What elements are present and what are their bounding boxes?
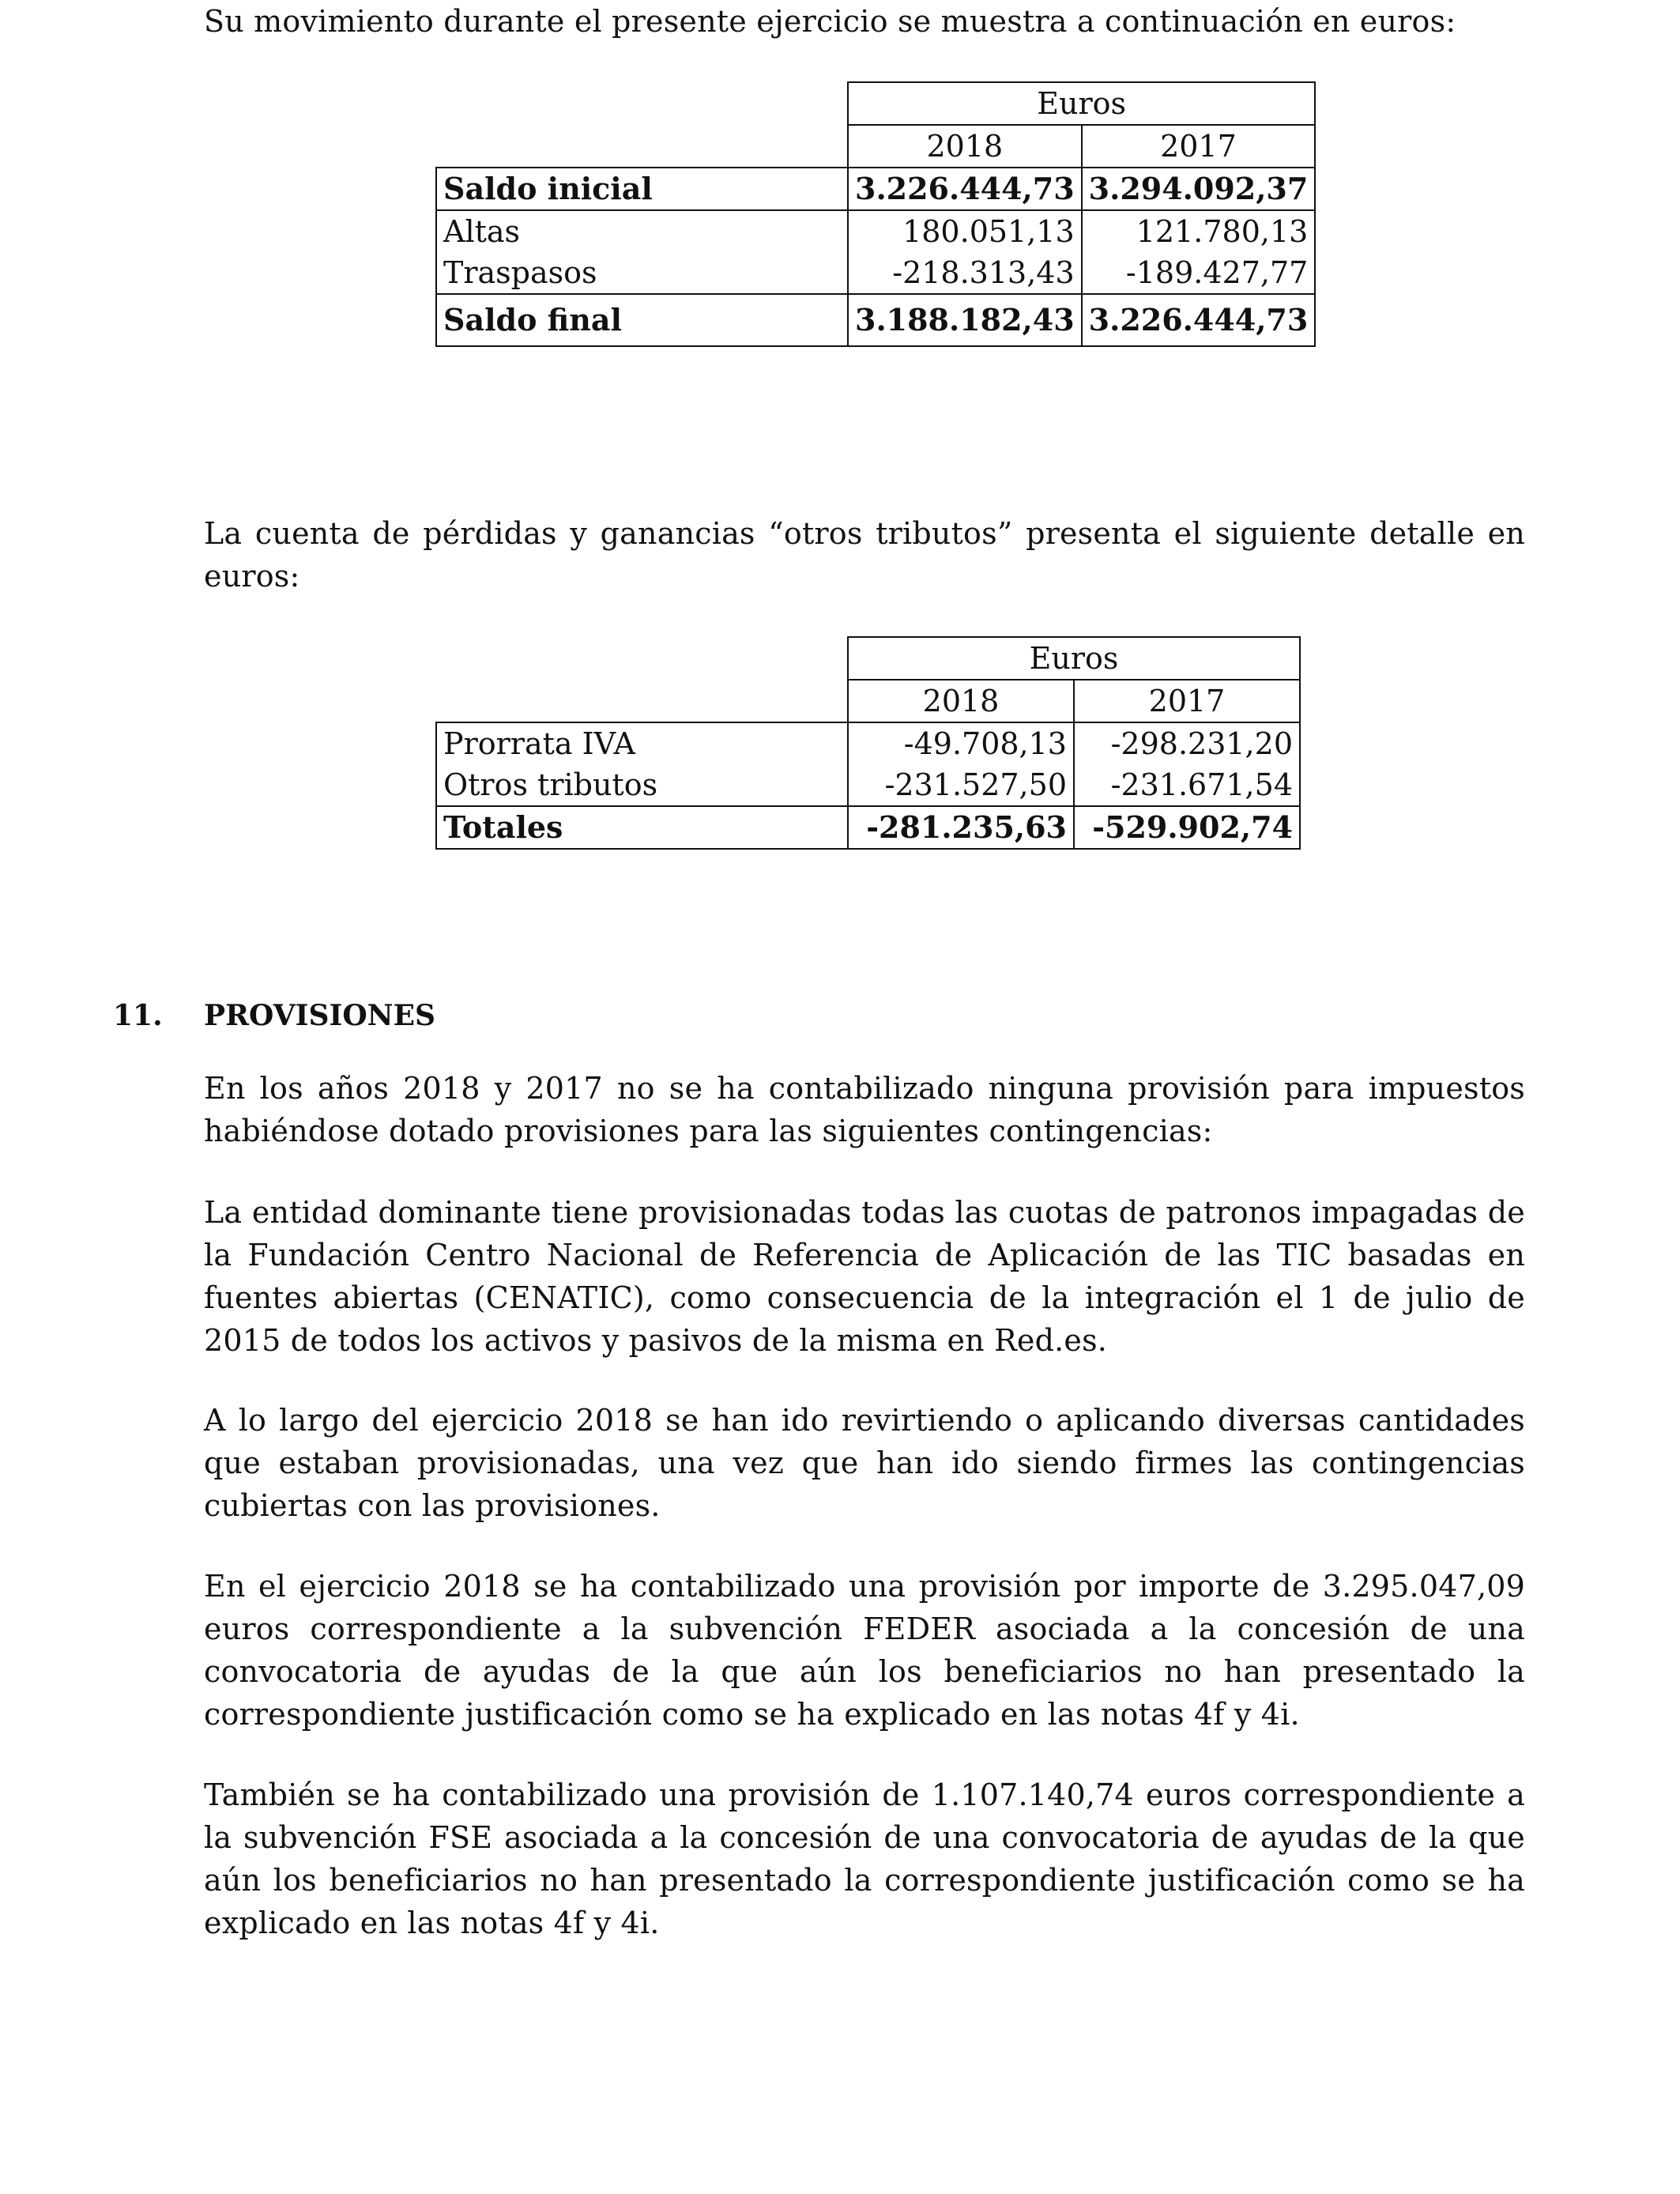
value-cell: 3.226.444,73 xyxy=(848,168,1082,210)
table-years-row xyxy=(436,125,1315,168)
year-header: 2018 xyxy=(848,125,1082,168)
value-cell: -189.427,77 xyxy=(1082,252,1316,294)
row-label: Totales xyxy=(436,806,848,849)
value-cell: -298.231,20 xyxy=(1074,722,1300,764)
table-row xyxy=(436,294,1315,346)
value-cell: -231.671,54 xyxy=(1074,764,1300,806)
intro-movement-text: Su movimiento durante el presente ejercicio se muestra a continuación en euros: xyxy=(204,4,1456,39)
section-title: PROVISIONES xyxy=(204,999,436,1032)
paragraph: A lo largo del ejercicio 2018 se han ido revirtiendo o aplicando diversas cantidades que estaban provisionadas, una vez que han ido siendo firmes las contingencias cubiertas con las provisiones. xyxy=(204,1403,1525,1523)
paragraph: La entidad dominante tiene provisionadas todas las cuotas de patronos impagadas de la Fundación Centro Nacional de Referencia de Aplicación de las TIC basadas en fuentes abiertas (CENATIC), como consecuencia de la integración el 1 de julio de 2015 de todos los activos y pasivos de la misma en Red.es. xyxy=(204,1195,1525,1358)
value-cell: 180.051,13 xyxy=(848,210,1082,252)
table-years-row xyxy=(436,680,1300,722)
value-cell: -49.708,13 xyxy=(848,722,1074,764)
currency-header: Euros xyxy=(848,637,1300,680)
value-cell: -231.527,50 xyxy=(848,764,1074,806)
row-label: Saldo final xyxy=(436,294,848,346)
table-row xyxy=(436,252,1315,294)
movement-table xyxy=(435,81,1316,347)
paragraph: También se ha contabilizado una provisión de 1.107.140,74 euros correspondiente a la subvención FSE asociada a la concesión de una convocatoria de ayudas de la que aún los beneficiarios no han presentado la correspondiente justificación como se ha explicado en las notas 4f y 4i. xyxy=(204,1777,1525,1940)
table-row xyxy=(436,722,1300,764)
row-label: Prorrata IVA xyxy=(436,722,848,764)
value-cell: 3.188.182,43 xyxy=(848,294,1082,346)
value-cell: 3.294.092,37 xyxy=(1082,168,1316,210)
row-label: Traspasos xyxy=(436,252,848,294)
paragraph: En los años 2018 y 2017 no se ha contabilizado ninguna provisión para impuestos habiéndose dotado provisiones para las siguientes contingencias: xyxy=(204,1071,1525,1148)
year-header: 2017 xyxy=(1082,125,1316,168)
intro-taxes-text: La cuenta de pérdidas y ganancias “otros tributos” presenta el siguiente detalle en euros: xyxy=(204,516,1525,594)
section-number: 11. xyxy=(113,999,163,1032)
table-row xyxy=(436,210,1315,252)
currency-header: Euros xyxy=(848,82,1315,125)
value-cell: -529.902,74 xyxy=(1074,806,1300,849)
table-row xyxy=(436,168,1315,210)
year-header: 2018 xyxy=(848,680,1074,722)
value-cell: 121.780,13 xyxy=(1082,210,1316,252)
taxes-table xyxy=(435,636,1301,850)
value-cell: 3.226.444,73 xyxy=(1082,294,1316,346)
value-cell: -218.313,43 xyxy=(848,252,1082,294)
table-row xyxy=(436,806,1300,849)
year-header: 2017 xyxy=(1074,680,1300,722)
row-label: Altas xyxy=(436,210,848,252)
table-header-row xyxy=(436,637,1300,680)
value-cell: -281.235,63 xyxy=(848,806,1074,849)
row-label: Saldo inicial xyxy=(436,168,848,210)
table-row xyxy=(436,764,1300,806)
table-header-row xyxy=(436,82,1315,125)
row-label: Otros tributos xyxy=(436,764,848,806)
paragraph: En el ejercicio 2018 se ha contabilizado una provisión por importe de 3.295.047,09 euros correspondiente a la subvención FEDER asociada a la concesión de una convocatoria de ayudas de la que aún los beneficiarios no han presentado la correspondiente justificación como se ha explicado en las notas 4f y 4i. xyxy=(204,1569,1525,1732)
